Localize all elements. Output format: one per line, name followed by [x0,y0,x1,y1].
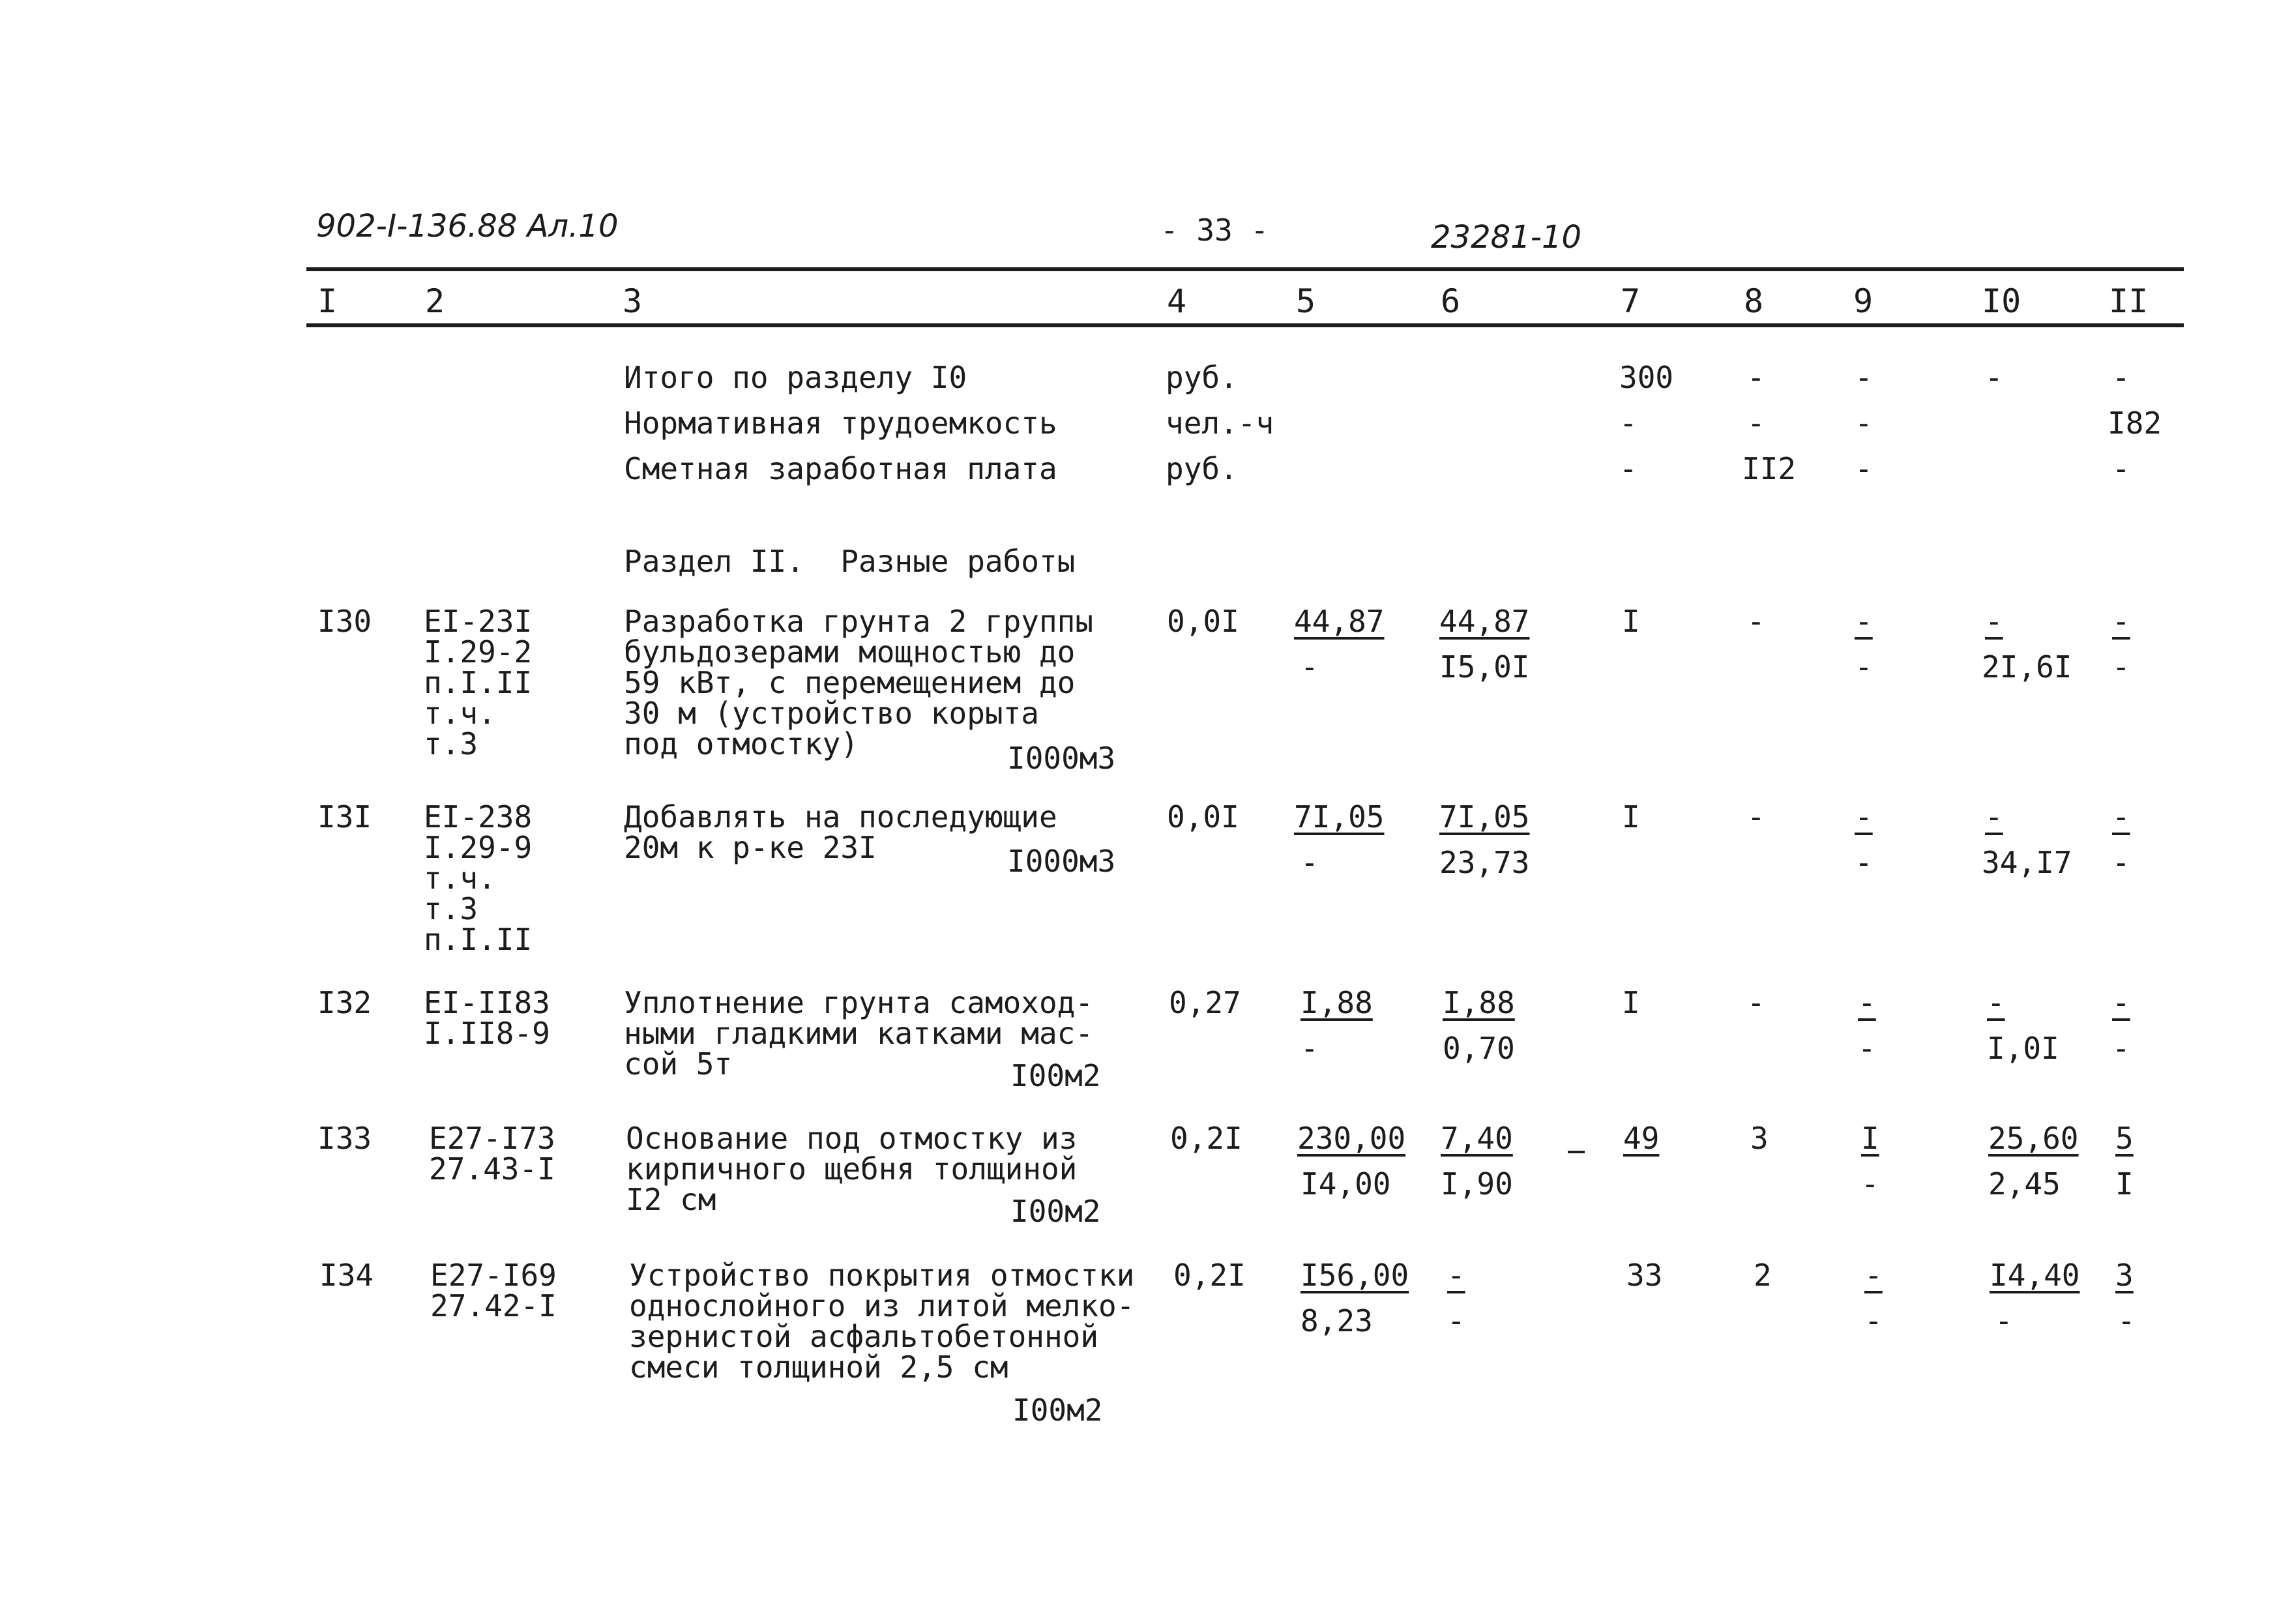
row-code [424,606,532,760]
desc-line: бульдозерами мощностью до [624,634,1076,670]
col9-bottom: - [1864,1303,1883,1338]
col11-bottom: - [2112,1031,2130,1066]
col7-value: 49 [1623,1121,1660,1156]
col10-top: 25,60 [1988,1121,2079,1156]
row-description [624,606,1093,760]
col9-bottom: - [1855,649,1873,685]
desc-line: под отмостку) [624,726,859,761]
col5-top: 230,00 [1297,1121,1406,1156]
desc-line: сой 5т [624,1046,733,1082]
section-title: Раздел II. Разные работы [624,544,1076,579]
col11-top: - [2112,604,2130,639]
code-line: E27-I73 [429,1121,555,1156]
totals-col7: - [1619,451,1638,486]
totals-col8: - [1747,406,1765,441]
totals-col7: - [1619,406,1638,441]
col6-top: 44,87 [1439,604,1530,639]
desc-line: I2 см [626,1182,716,1217]
row-unit: I000м3 [1007,844,1116,879]
col-header-3: 3 [623,282,643,320]
row-quantity: 0,27 [1169,985,1241,1020]
col6-bottom: I5,0I [1439,649,1530,685]
row-code [430,1260,557,1321]
row-unit: I00м2 [1010,1058,1101,1093]
col7-value: I [1622,604,1640,639]
totals-col9: - [1855,360,1873,395]
desc-line: кирпичного щебня толщиной [626,1151,1078,1187]
col6-bottom: I,90 [1441,1166,1513,1202]
desc-line: однослойного из литой мелко- [629,1288,1135,1323]
row-description [626,1123,1077,1215]
desc-line: ными гладкими катками мас- [624,1016,1094,1051]
col11-top: - [2112,985,2130,1020]
col-header-5: 5 [1296,282,1316,320]
col5-top: 44,87 [1294,604,1385,639]
col11-top: 5 [2115,1121,2134,1156]
col7-value: 33 [1626,1258,1663,1293]
code-line: 27.43-I [429,1151,555,1187]
totals-label: Нормативная трудоемкость [624,406,1057,441]
col6-bottom: 0,70 [1443,1031,1515,1066]
col10-top: - [1987,985,2005,1020]
col5-bottom: - [1300,1031,1319,1066]
col5-bottom: - [1300,649,1319,685]
row-number: I3I [317,799,372,834]
col-header-10: I0 [1982,282,2021,320]
page-number: - 33 - [1160,213,1269,248]
col6-bottom: - [1447,1303,1465,1338]
project-number: 23281-10 [1431,219,1582,256]
totals-col10: - [1985,360,2003,395]
row-unit: I00м2 [1010,1194,1101,1229]
totals-col11: - [2112,360,2130,395]
col11-bottom: I [2115,1166,2134,1202]
desc-line: Основание под отмостку из [626,1121,1078,1156]
desc-line: Устройство покрытия отмостки [629,1258,1135,1293]
col5-top: I56,00 [1300,1258,1409,1293]
col10-top: I4,40 [1990,1258,2080,1293]
row-number: I30 [317,604,372,639]
row-number: I32 [317,985,372,1020]
row-unit: I00м2 [1012,1393,1103,1428]
col5-bottom: 8,23 [1300,1303,1373,1338]
totals-col8: II2 [1742,451,1797,486]
code-line: E27-I69 [430,1258,557,1293]
totals-col9: - [1855,406,1873,441]
col11-bottom: - [2117,1303,2136,1338]
totals-unit: руб. [1166,360,1238,395]
row-quantity: 0,2I [1170,1121,1242,1156]
col-header-7: 7 [1621,282,1641,320]
col6-top: 7,40 [1441,1121,1513,1156]
col10-bottom: I,0I [1987,1031,2059,1066]
col8-value: - [1747,799,1765,834]
col11-bottom: - [2112,649,2130,685]
col9-top: - [1858,985,1876,1020]
code-line: EI-238 [424,799,533,834]
col5-bottom: - [1300,845,1319,880]
desc-line: Уплотнение грунта самоход- [624,985,1094,1020]
code-line: I.II8-9 [424,1016,550,1051]
col8-value: 2 [1754,1258,1772,1293]
col9-top: - [1855,604,1873,639]
row-quantity: 0,0I [1167,604,1239,639]
col10-top: - [1985,799,2003,834]
col-header-1: I [317,282,338,320]
code-line: EI-23I [424,604,533,639]
col8-value: - [1747,985,1765,1020]
col-header-9: 9 [1853,282,1873,320]
totals-col8: - [1747,360,1765,395]
desc-line: Разработка грунта 2 группы [624,604,1094,639]
col6-top: I,88 [1443,985,1515,1020]
code-line: т.ч. [424,696,496,731]
col6-top: - [1447,1258,1465,1293]
col5-top: I,88 [1300,985,1373,1020]
col7-value: I [1622,799,1640,834]
row-code [424,799,533,957]
col9-top: - [1864,1258,1883,1293]
code-line: п.I.II [424,922,533,957]
totals-label: Итого по разделу I0 [624,360,967,395]
desc-line: смеси толщиной 2,5 см [629,1350,1008,1385]
row-code [424,985,550,1051]
col8-value: 3 [1750,1121,1769,1156]
desc-line: Добавлять на последующие [624,799,1057,834]
totals-col11: - [2112,451,2130,486]
col10-bottom: 2,45 [1988,1166,2061,1202]
row-quantity: 0,0I [1167,799,1239,834]
row-quantity: 0,2I [1173,1258,1246,1293]
col9-top: - [1855,799,1873,834]
row-unit: I000м3 [1007,741,1116,776]
col10-top: - [1985,604,2003,639]
row-description [624,799,1057,865]
totals-unit: чел.-ч [1166,406,1274,441]
col10-bottom: 2I,6I [1982,649,2072,685]
col7-value: I [1622,985,1640,1020]
col9-top: I [1861,1121,1879,1156]
row-description [629,1260,1134,1383]
col5-bottom: I4,00 [1300,1166,1391,1202]
totals-label: Сметная заработная плата [624,451,1057,486]
code-line: т.3 [424,891,478,926]
col9-bottom: - [1855,845,1873,880]
header-bottom-rule [306,323,2184,327]
row-code [429,1123,555,1185]
col10-bottom: - [1995,1303,2013,1338]
col10-bottom: 34,I7 [1982,845,2072,880]
dash-mark [1568,1151,1585,1153]
document-code: 902-I-136.88 Ал.10 [316,208,619,244]
col6-top: 7I,05 [1439,799,1530,834]
code-line: т.ч. [424,861,496,896]
col11-top: 3 [2115,1258,2134,1293]
totals-col7: 300 [1619,360,1674,395]
desc-line: 30 м (устройство корыта [624,696,1039,731]
header-top-rule [306,267,2184,271]
col11-top: - [2112,799,2130,834]
desc-line: 59 кВт, с перемещением до [624,665,1076,700]
desc-line: зернистой асфальтобетонной [629,1319,1099,1354]
desc-line: 20м к р-ке 23I [624,830,877,865]
col-header-6: 6 [1441,282,1461,320]
totals-col9: - [1855,451,1873,486]
code-line: т.3 [424,726,478,761]
code-line: 27.42-I [430,1288,557,1323]
col8-value: - [1747,604,1765,639]
code-line: I.29-2 [424,634,533,670]
totals-col11: I82 [2108,406,2162,441]
col-header-2: 2 [425,282,445,320]
col-header-4: 4 [1167,282,1187,320]
code-line: I.29-9 [424,830,533,865]
totals-unit: руб. [1166,451,1238,486]
row-number: I34 [319,1258,374,1293]
col-header-11: II [2109,282,2149,320]
row-number: I33 [317,1121,372,1156]
col9-bottom: - [1858,1031,1876,1066]
code-line: п.I.II [424,665,533,700]
col9-bottom: - [1861,1166,1879,1202]
col5-top: 7I,05 [1294,799,1385,834]
col11-bottom: - [2112,845,2130,880]
code-line: EI-II83 [424,985,550,1020]
col-header-8: 8 [1744,282,1764,320]
col6-bottom: 23,73 [1439,845,1530,880]
